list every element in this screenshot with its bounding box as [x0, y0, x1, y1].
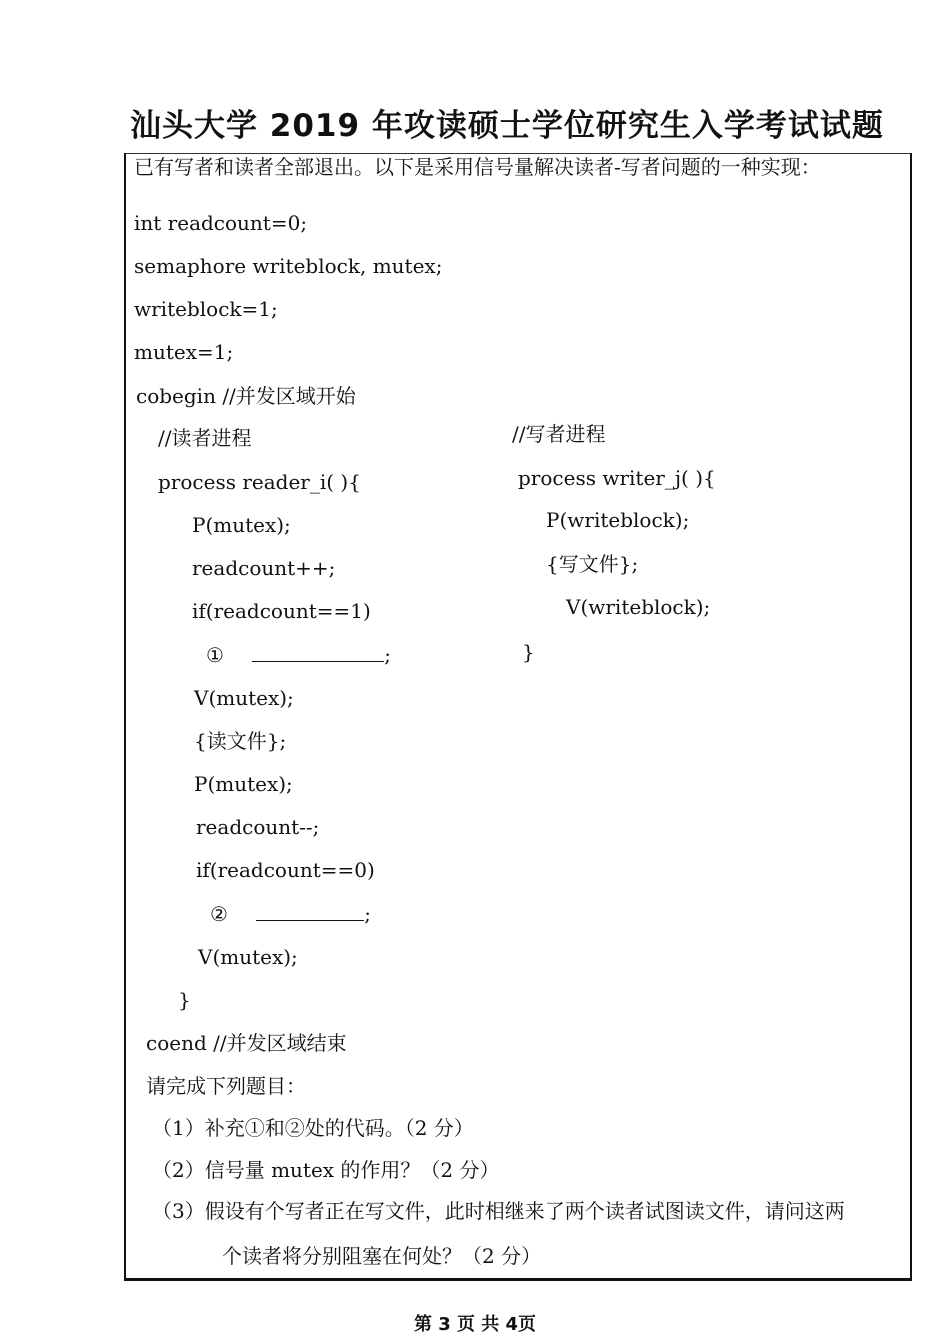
- reader-signature: process reader_i( ){: [158, 470, 361, 494]
- reader-line-read-file: {读文件};: [194, 729, 287, 753]
- blank-2-mark: ②: [210, 902, 228, 926]
- reader-comment: //读者进程: [158, 426, 252, 450]
- reader-line-p-mutex: P(mutex);: [192, 513, 291, 537]
- reader-line-p-mutex-2: P(mutex);: [194, 772, 293, 796]
- writer-signature: process writer_j( ){: [518, 466, 716, 490]
- code-decl-semaphore: semaphore writeblock, mutex;: [134, 254, 443, 278]
- question-3-line-1: （3）假设有个写者正在写文件，此时相继来了两个读者试图读文件，请问这两: [152, 1199, 845, 1223]
- writer-line-v-writeblock: V(writeblock);: [566, 595, 711, 619]
- reader-line-if-zero: if(readcount==0): [196, 858, 375, 882]
- question-1: （1）补充①和②处的代码。（2 分）: [152, 1116, 474, 1140]
- code-init-writeblock: writeblock=1;: [134, 297, 278, 321]
- intro-text: 已有写者和读者全部退出。以下是采用信号量解决读者-写者问题的一种实现：: [134, 155, 821, 179]
- page-number: 第 3 页 共 4页: [413, 1314, 537, 1335]
- blank-2-semicolon: ;: [364, 902, 372, 926]
- code-coend: coend //并发区域结束: [146, 1031, 347, 1055]
- questions-prompt: 请完成下列题目：: [146, 1074, 306, 1098]
- reader-line-increment: readcount++;: [192, 556, 336, 580]
- writer-line-write-file: {写文件};: [546, 552, 639, 576]
- blank-1-line: [252, 647, 384, 662]
- reader-close-brace: }: [178, 988, 191, 1012]
- blank-1-mark: ①: [206, 643, 224, 667]
- blank-1-semicolon: ;: [384, 643, 392, 667]
- reader-line-decrement: readcount--;: [196, 815, 320, 839]
- question-3-line-2: 个读者将分别阻塞在何处？（2 分）: [222, 1244, 542, 1268]
- code-decl-readcount: int readcount=0;: [134, 211, 308, 235]
- question-2: （2）信号量 mutex 的作用？（2 分）: [152, 1158, 500, 1182]
- exam-title: 汕头大学 2019 年攻读硕士学位研究生入学考试试题: [130, 108, 884, 144]
- code-cobegin: cobegin //并发区域开始: [136, 384, 356, 408]
- blank-2-line: [256, 906, 364, 921]
- reader-blank-1: [206, 645, 391, 665]
- writer-line-p-writeblock: P(writeblock);: [546, 508, 690, 532]
- writer-comment: //写者进程: [512, 422, 606, 446]
- reader-line-if-one: if(readcount==1): [192, 599, 371, 623]
- reader-line-v-mutex: V(mutex);: [194, 686, 294, 710]
- reader-line-v-mutex-2: V(mutex);: [198, 945, 298, 969]
- reader-blank-2: [210, 904, 371, 924]
- question-box: [124, 153, 912, 1281]
- writer-close-brace: }: [522, 640, 535, 664]
- code-init-mutex: mutex=1;: [134, 340, 234, 364]
